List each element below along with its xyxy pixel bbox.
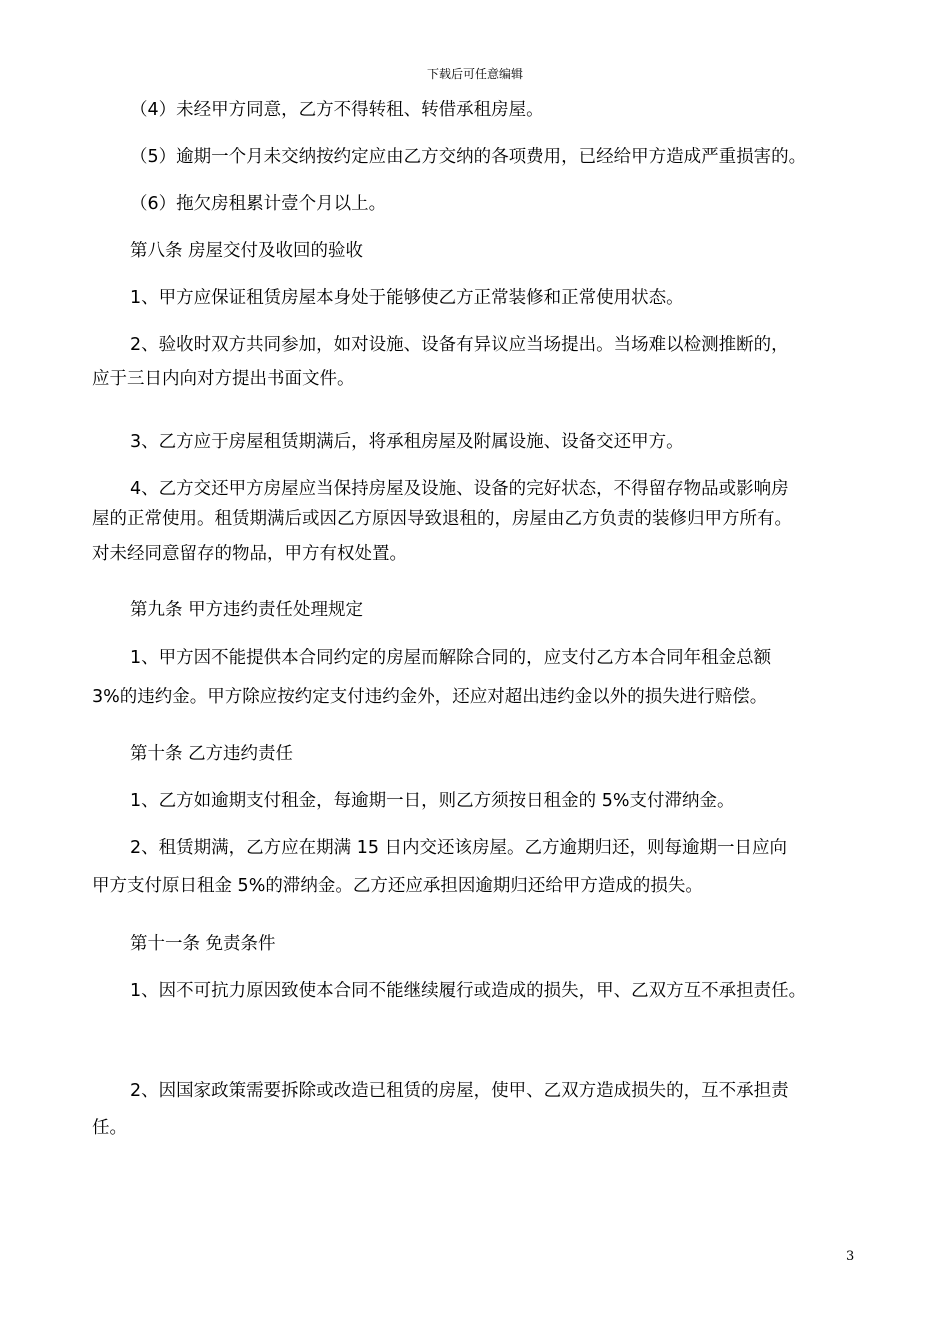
article-10-heading [92,737,872,771]
paragraph-line: （4）未经甲方同意，乙方不得转租、转借承租房屋。 [130,100,544,120]
paragraph-line: 2、验收时双方共同参加，如对设施、设备有异议应当场提出。当场难以检测推断的， [130,335,789,355]
paragraph-line: 1、甲方因不能提供本合同约定的房屋而解除合同的，应支付乙方本合同年租金总额 [130,648,772,668]
section-heading: 第九条 甲方违约责任处理规定 [130,600,364,620]
paragraph-line: 1、甲方应保证租赁房屋本身处于能够使乙方正常装修和正常使用状态。 [130,288,684,308]
clause-6-paragraph [92,187,872,221]
article-11-heading [92,927,872,961]
clause-5-paragraph [92,140,872,174]
paragraph-line: （5）逾期一个月未交纳按约定应由乙方交纳的各项费用，已经给甲方造成严重损害的。 [130,147,807,167]
article-10-item-2 [92,831,872,903]
paragraph-line: 4、乙方交还甲方房屋应当保持房屋及设施、设备的完好状态，不得留存物品或影响房 [130,479,789,499]
paragraph-line: 1、乙方如逾期支付租金，每逾期一日，则乙方须按日租金的 5%支付滞纳金。 [130,791,735,811]
paragraph-line: 甲方支付原日租金 5%的滞纳金。乙方还应承担因逾期归还给甲方造成的损失。 [92,876,703,896]
paragraph-line: 屋的正常使用。租赁期满后或因乙方原因导致退租的，房屋由乙方负责的装修归甲方所有。 [92,509,792,529]
article-9-item-1 [92,641,872,714]
paragraph-line: 3、乙方应于房屋租赁期满后，将承租房屋及附属设施、设备交还甲方。 [130,432,684,452]
section-heading: 第十条 乙方违约责任 [130,744,294,764]
article-10-item-1 [92,784,872,818]
article-8-item-1 [92,281,872,315]
article-8-item-4 [92,472,872,571]
section-heading: 第十一条 免责条件 [130,934,276,954]
paragraph-line: 对未经同意留存的物品，甲方有权处置。 [92,544,407,564]
paragraph-line: （6）拖欠房租累计壹个月以上。 [130,194,387,214]
article-8-heading [92,234,872,268]
paragraph-line: 1、因不可抗力原因致使本合同不能继续履行或造成的损失，甲、乙双方互不承担责任。 [130,981,807,1001]
section-heading: 第八条 房屋交付及收回的验收 [130,241,364,261]
article-11-item-2 [92,1074,872,1145]
paragraph-line: 应于三日内向对方提出书面文件。 [92,369,355,389]
article-8-item-3 [92,425,872,459]
paragraph-line: 任。 [92,1118,127,1138]
article-8-item-2 [92,328,872,396]
page-number: 3 [846,1249,855,1264]
clause-4-paragraph [92,93,872,127]
paragraph-line: 2、租赁期满，乙方应在期满 15 日内交还该房屋。乙方逾期归还，则每逾期一日应向 [130,838,788,858]
article-11-item-1 [92,974,872,1008]
paragraph-line: 2、因国家政策需要拆除或改造已租赁的房屋，使甲、乙双方造成损失的，互不承担责 [130,1081,789,1101]
article-9-heading [92,593,872,627]
paragraph-line: 3%的违约金。甲方除应按约定支付违约金外，还应对超出违约金以外的损失进行赔偿。 [92,687,768,707]
header-note: 下载后可任意编辑 [426,67,523,81]
